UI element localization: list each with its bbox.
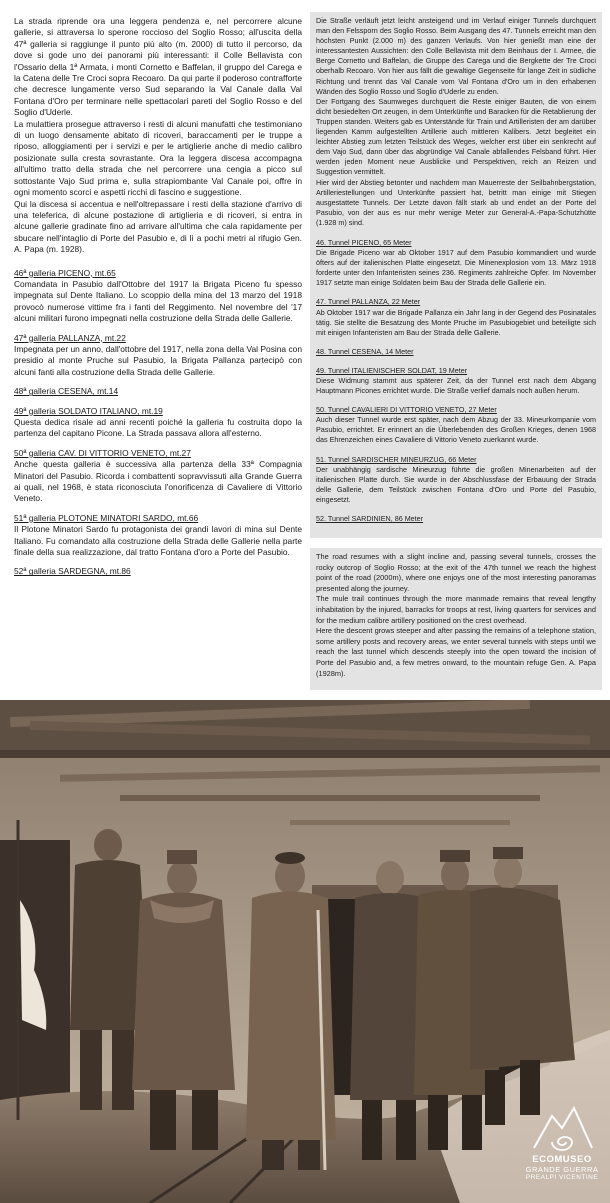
gallery-title: 46ª galleria PICENO, mt.65 <box>14 267 116 278</box>
tunnel-description: Der unabhängig sardische Mineurzug führte die großen Minenarbeiten auf der italienischen Platte durch. Sie wurde in der Abschlussfase der Erbauung der Strada delle Gallerie, dem Teilstück zwischen Fontana d'Oro und Porte del Pasubio, eingesetzt. <box>316 464 596 504</box>
tunnel-title: 47. Tunnel PALLANZA, 22 Meter <box>316 297 421 307</box>
tunnel-title: 49. Tunnel ITALIENISCHER SOLDAT, 19 Meter <box>316 365 468 375</box>
italian-gallery-entry <box>14 268 302 325</box>
gallery-title: 47ª galleria PALLANZA, mt.22 <box>14 332 126 343</box>
english-paragraph-3: Here the descent grows steeper and after passing the remains of a telephone station, some artillery posts and recovery areas, we enter several tunnels with steps until we reach the last tunnel which descends steeply into the open toward the incision of Porte del Pasubio and, a few metres onward, to the mountain refuge Gen. A. Papa (1928m). <box>316 626 596 678</box>
tunnel-title: 48. Tunnel CESENA, 14 Meter <box>316 346 414 356</box>
tunnel-description: Die Brigade Piceno war ab Oktober 1917 auf dem Pasubio kommandiert und wurde öfters auf der italienischen Platte eingesetzt. Die Minenexplosion vom 13. März 1918 forderte unter den Infanteristen seines 236. Regiments zahlreiche Opfer. Im November 1917 setzte man einige Soldaten beim Bau der Strada delle Gallerie ein. <box>316 248 596 288</box>
german-tunnel-entry <box>316 347 596 357</box>
german-intro-paragraph-1: Die Straße verläuft jetzt leicht ansteigend und im Verlauf einiger Tunnels durchquert man den Felssporn des Soglio Rosso. Beim Ausgang des 47. Tunnels erreicht man den höchsten Punkt (2.000 m) des ganzen Verlaufs. Von hier genießt man eine der interessantesten Aussichten: den Colle Bellavista mit dem Beinhaus der I. Armee, die Berge Cornetto und Baffelan, die Gruppe des Carega und die Bergkette der Tre Croci oberhalb Recoaro. Von hier aus fällt die gewaltige Gegenseite für lange Zeit in südliche Richtung und trennt das Val Canale vom Val Fontana d'Oro um in den erhabenen Wänden des Soglio Rosso und Soglio d'Uderle zu enden. <box>316 16 596 96</box>
tunnel-description: Auch dieser Tunnel wurde erst später, nach dem Abzug der 33. Mineurkompanie vom Pasubio, errichtet. Er erinnert an die Überlebenden des Großen Krieges, denen 1968 das Ehrenzeichen eines Cavaliere di Vittorio Veneto zuerkannt wurde. <box>316 415 596 445</box>
tunnel-title: 50. Tunnel CAVALIERI DI VITTORIO VENETO, 27 Meter <box>316 405 497 415</box>
german-tunnel-entry <box>316 455 596 505</box>
logo-wordmark <box>520 1154 604 1182</box>
italian-gallery-list <box>14 268 302 578</box>
gallery-title: 52ª galleria SARDEGNA, mt.86 <box>14 566 131 577</box>
ecomuseo-logo <box>520 1098 604 1200</box>
photo-illustration <box>0 700 610 1203</box>
left-doorway <box>0 840 70 1100</box>
soldier-figure <box>246 852 336 1170</box>
german-tunnel-entry <box>316 297 596 337</box>
german-tunnel-list <box>316 238 596 524</box>
gallery-description: Comandata in Pasubio dall'Ottobre del 1917 la Brigata Piceno fu spesso impegnata sul Dente Italiano. Lo scoppio della mina del 13 marzo del 1918 provocò numerose vittime fra i fanti del Reggimento. Nel novembre del '17 alcuni militari furono impegnati nella costruzione della Strada delle Gallerie. <box>14 278 302 324</box>
german-tunnel-entry <box>316 238 596 288</box>
italian-gallery-entry <box>14 513 302 559</box>
german-tunnel-entry <box>316 405 596 445</box>
gallery-title: 48ª galleria CESENA, mt.14 <box>14 386 119 397</box>
italian-intro-paragraph-3: Qui la discesa si accentua e nell'oltrepassare i resti della stazione d'arrivo di una teleferica, di alcune postazione di artiglieria e di ricoveri, si entra in alcune gallerie gradinate fino ad arrivare all'ultima che cala rapidamente per sbucare nell'intaglio di Porte del Pasubio e, di lì a pochi metri al rifugio Gen. A. Papa (m. 1928). <box>14 198 302 255</box>
tunnel-title: 46. Tunnel PICENO, 65 Meter <box>316 237 412 247</box>
english-text-panel <box>310 548 602 690</box>
gallery-title: 51ª galleria PLOTONE MINATORI SARDO, mt.66 <box>14 512 199 523</box>
gallery-title: 50ª galleria CAV. DI VITTORIO VENETO, mt.27 <box>14 447 191 458</box>
italian-intro-paragraph-2: La mulattiera prosegue attraverso i resti di alcuni manufatti che testimoniano di un luogo densamente abitato di ricoveri, baraccamenti per le truppe a riposo, alloggiamenti per i servizi e per le artiglierie anche di medio calibro posizionate sulla cresta sovrastante. Ora la leggera discesa accompagna all'ultimo tratto della strada che nel percorrere una cengia a picco sul sottostante Vajo Sud prima e, sulla strapiombante Val Canale poi, offre in ogni momento scorci e aspetti ricchi di fascino e suggestione. <box>14 118 302 198</box>
italian-gallery-entry <box>14 406 302 440</box>
german-intro-paragraph-3: Hier wird der Abstieg betonter und nachdem man Mauerreste der Seilbahnbergstation, Artilleriestellungen und Unterkünfte passiert hat, betritt man einige mit Stiegen ausgestattete Tunnels. Der Letzte davon fällt stark ab und endet an der Porte del Pasubio, von der aus es nur mehr wenige Meter zur General-A.-Papa-Schutzhütte (1.928 m) sind. <box>316 177 596 227</box>
spiral-emblem-icon <box>520 1098 604 1154</box>
german-text-panel <box>310 12 602 538</box>
logo-line-prealpi: PREALPI VICENTINE <box>525 1174 599 1181</box>
italian-gallery-entry <box>14 448 302 505</box>
english-paragraph-2: The mule trail continues through the more manmade remains that reveal lengthy inhabitation by the injured, barracks for troops at rest, living quarters for services and for the medium calibre artillery positioned on the crest overhead. <box>316 594 596 625</box>
logo-line-grande-guerra: GRANDE GUERRA <box>525 1165 599 1174</box>
german-intro-paragraph-2: Der Fortgang des Saumweges durchquert die Reste einiger Bauten, die von einem dicht besiedelten Ort zeugen, in dem Unterkünfte und Baracken für die Retablierung der Truppen standen. Weiters gab es Unterstände für Train und Artilleristen der am darüber liegenden Kamm aufgestellten Artillerie auch mittleren Kalibers. Jetzt begleitet ein leichter Abstieg zum letzten Teilstück des Weges, welcher erst über ein senkrecht auf dem Vajo Sud, dann über das abgründige Val Canale abfallendes Felsband führt. Hier werden jeden Moment neue Ausblicke und Perspektiven, reich an Reizen und Suggestion vermittelt. <box>316 96 596 177</box>
gallery-description: Impegnata per un anno, dall'ottobre del 1917, nella zona della Val Posina con presidio al monte Pruche sul Pasubio, la Brigata Pallanza partecipò con alcuni fanti alla costruzione della Strada delle Gallerie. <box>14 343 302 377</box>
tunnel-title: 51. Tunnel SARDISCHER MINEURZUG, 66 Meter <box>316 454 477 464</box>
italian-gallery-entry <box>14 566 302 577</box>
logo-line-ecomuseo: ECOMUSEO <box>532 1154 592 1165</box>
italian-gallery-entry <box>14 333 302 379</box>
italian-text-column <box>14 16 302 586</box>
gallery-title: 49ª galleria SOLDATO ITALIANO, mt.19 <box>14 405 163 416</box>
tunnel-description: Ab Oktober 1917 war die Brigade Pallanza ein Jahr lang in der Gegend des Posinatales tätig. Sie stellte die Besatzung des Monte Pruche im Pasubiogebiet und beteiligte sich mit einigen Infanteristen am Bau der Strada delle Gallerie. <box>316 307 596 337</box>
german-tunnel-entry <box>316 366 596 396</box>
gallery-description: Il Plotone Minatori Sardo fu protagonista dei grandi lavori di mina sul Dente Italiano. Fu comandato alla costruzione della Strada delle Gallerie nella parte finale della sua realizzazione, dal tratto Fontana d'oro a Porte del Pasubio. <box>14 524 302 558</box>
gallery-description: Anche questa galleria è successiva alla partenza della 33ª Compagnia Minatori del Pasubio. Ricorda i combattenti sopravvissuti alla Grande Guerra ai quali, nel 1968, è stata riconosciuta l'onorificenza di Cavaliere di Vittorio Veneto. <box>14 459 302 504</box>
tunnel-description: Diese Widmung stammt aus späterer Zeit, da der Tunnel erst nach dem Abgang Hauptmann Picones errichtet wurde. Die Straße verlief damals noch außen herum. <box>316 376 596 396</box>
english-paragraph-1: The road resumes with a slight incline and, passing several tunnels, crosses the rocky outcrop of Soglio Rosso; at the exit of the 47th tunnel we reach the highest point of the road (2000m), where one enjoys one of the most interesting panoramas presented along the journey. <box>316 552 596 593</box>
historic-soldiers-photo <box>0 700 610 1203</box>
italian-gallery-entry <box>14 386 302 397</box>
italian-intro-paragraph-1: La strada riprende ora una leggera pendenza e, nel percorrere alcune gallerie, si attraversa lo sperone roccioso del Soglio Rosso; all'uscita della 47ª galleria si raggiunge il punto più alto (m. 2000) di tutto il percorso, da dove si gode uno dei panorami più interessanti: il Colle Bellavista con l'Ossario della 1ª Armata, i monti Cornetto e Baffelan, il gruppo del Carega e la Catena delle Tre Croci sopra Recoaro. Da qui parte il poderoso contrafforte che decresce lungamente verso Sud separando la Val Canale dalla Val Fontana d'Oro per terminare nelle spettacolari pareti del Soglio Rosso e del Soglio d'Uderle. <box>14 16 302 118</box>
gallery-description: Questa dedica risale ad anni recenti poiché la galleria fu costruita dopo la partenza del capitano Picone. La Strada passava allora all'esterno. <box>14 417 302 439</box>
german-tunnel-entry <box>316 514 596 524</box>
tunnel-title: 52. Tunnel SARDINIEN, 86 Meter <box>316 514 424 524</box>
